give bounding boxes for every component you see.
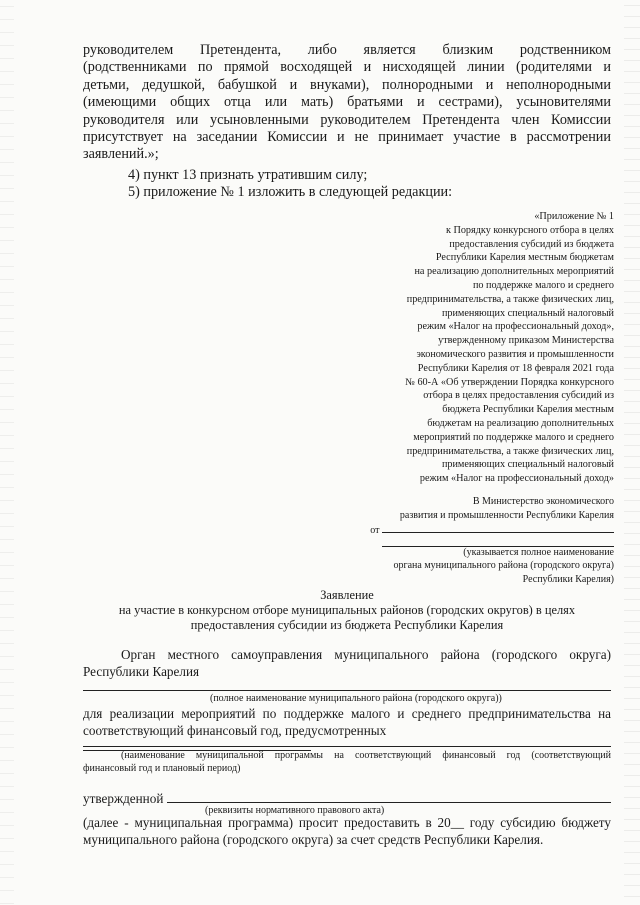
addressee-block <box>314 495 614 586</box>
organ-line-2: Республики Карелия <box>83 663 200 679</box>
purpose-line-2-text: соответствующий финансовый год, предусмотренных <box>83 722 387 738</box>
appendix-line: № 60-А «Об утверждении Порядка конкурсного <box>405 376 614 388</box>
intro-line: заявлений.»; <box>83 146 159 163</box>
appendix-header <box>314 210 614 486</box>
addressee-caption-1: (указывается полное наименование <box>463 546 614 558</box>
appendix-line: отбора в целях предоставления субсидий из <box>423 390 614 402</box>
intro-line: руководителем Претендента, либо является близким родственником <box>83 42 611 58</box>
approved-label: утвержденной <box>83 791 164 806</box>
caption-municipality: (полное наименование муниципального района (городского округа)) <box>210 693 502 704</box>
addressee-caption-2: органа муниципального района (городского округа) <box>393 560 614 571</box>
title-line-1: Заявление <box>320 588 374 602</box>
intro-line: присутствует на заседании Комиссии и не принимает участие в рассмотрении <box>83 129 611 146</box>
legal-act-field[interactable] <box>167 791 611 803</box>
caption-program-line-2: финансовый год и плановый период) <box>83 763 241 774</box>
from-label: от <box>370 525 380 536</box>
organ-line: Орган местного самоуправления муниципального района (городского округа) <box>121 647 611 662</box>
spacer <box>314 538 614 546</box>
addressee-line-2: развития и промышленности Республики Карелия <box>399 509 614 521</box>
appendix-line: мероприятий по поддержке малого и среднего <box>413 431 614 443</box>
appendix-line: Республики Карелия от 18 февраля 2021 года <box>417 362 614 374</box>
title-line-3: предоставления субсидии из бюджета Республики Карелия <box>190 618 504 632</box>
addressee-caption-3: Республики Карелия) <box>522 573 614 585</box>
appendix-line: предпринимательства, а также физических лиц, <box>406 293 614 305</box>
appendix-line: утвержденному приказом Министерства <box>438 335 614 347</box>
scan-edge-left <box>0 0 14 905</box>
request-line-2: муниципального района (городского округа) за счет средств Республики Карелия. <box>83 831 544 847</box>
municipality-name-field[interactable] <box>83 690 611 691</box>
intro-line: детьми, дедушкой, бабушкой и внуками), полнородными и неполнородными <box>83 76 611 93</box>
scan-edge-right <box>624 0 640 905</box>
intro-line: руководителя или усыновленными руководителем Претендента член Комиссии <box>83 111 611 128</box>
intro-line: (родственниками по прямой восходящей и нисходящей линии (родителями и <box>83 59 611 76</box>
appendix-line: бюджета Республики Карелия местным <box>442 404 614 416</box>
organ-paragraph <box>83 647 611 680</box>
addressee-from-row <box>314 522 614 538</box>
appendix-line: режим «Налог на профессиональный доход» <box>419 473 614 485</box>
appendix-line: к Порядку конкурсного отбора в целях <box>445 224 614 236</box>
from-field[interactable] <box>382 522 614 533</box>
appendix-line: бюджетам на реализацию дополнительных <box>427 417 614 429</box>
application-title <box>83 588 611 633</box>
appendix-line: «Приложение № 1 <box>534 211 614 222</box>
appendix-line: применяющих специальный налоговый <box>441 307 614 319</box>
appendix-line: Республики Карелия местным бюджетам <box>435 252 614 264</box>
request-line-1: (далее - муниципальная программа) просит предоставить в 20__ году субсидию бюджету <box>83 815 611 830</box>
intro-line: (имеющими общих отца или мать) братьями и сестрами), усыновителями <box>83 94 611 111</box>
caption-act: (реквизиты нормативного правового акта) <box>205 805 385 816</box>
title-line-2: на участие в конкурсном отборе муниципальных районов (городских округов) в целях <box>118 603 576 617</box>
intro-paragraph <box>83 42 611 164</box>
addressee-line-1: В Министерство экономического <box>472 496 614 507</box>
appendix-line: на реализацию дополнительных мероприятий <box>414 266 614 278</box>
purpose-line: для реализации мероприятий по поддержке малого и среднего предпринимательства на <box>83 706 611 721</box>
item-4: 4) пункт 13 признать утратившим силу; <box>128 167 368 183</box>
item-5: 5) приложение № 1 изложить в следующей редакции: <box>128 184 453 200</box>
program-field-2[interactable] <box>83 746 611 747</box>
appendix-line: экономического развития и промышленности <box>416 348 614 360</box>
caption-program-line-1: (наименование муниципальной программы на соответствующий финансовый год (соответствующий <box>121 750 611 761</box>
appendix-line: режим «Налог на профессиональный доход», <box>417 321 614 333</box>
appendix-line: по поддержке малого и среднего <box>472 279 614 291</box>
appendix-line: предоставления субсидий из бюджета <box>449 238 614 250</box>
appendix-line: предпринимательства, а также физических лиц, <box>406 445 614 457</box>
caption-program <box>83 749 611 775</box>
request-paragraph <box>83 815 611 849</box>
appendix-line: применяющих специальный налоговый <box>441 459 614 471</box>
